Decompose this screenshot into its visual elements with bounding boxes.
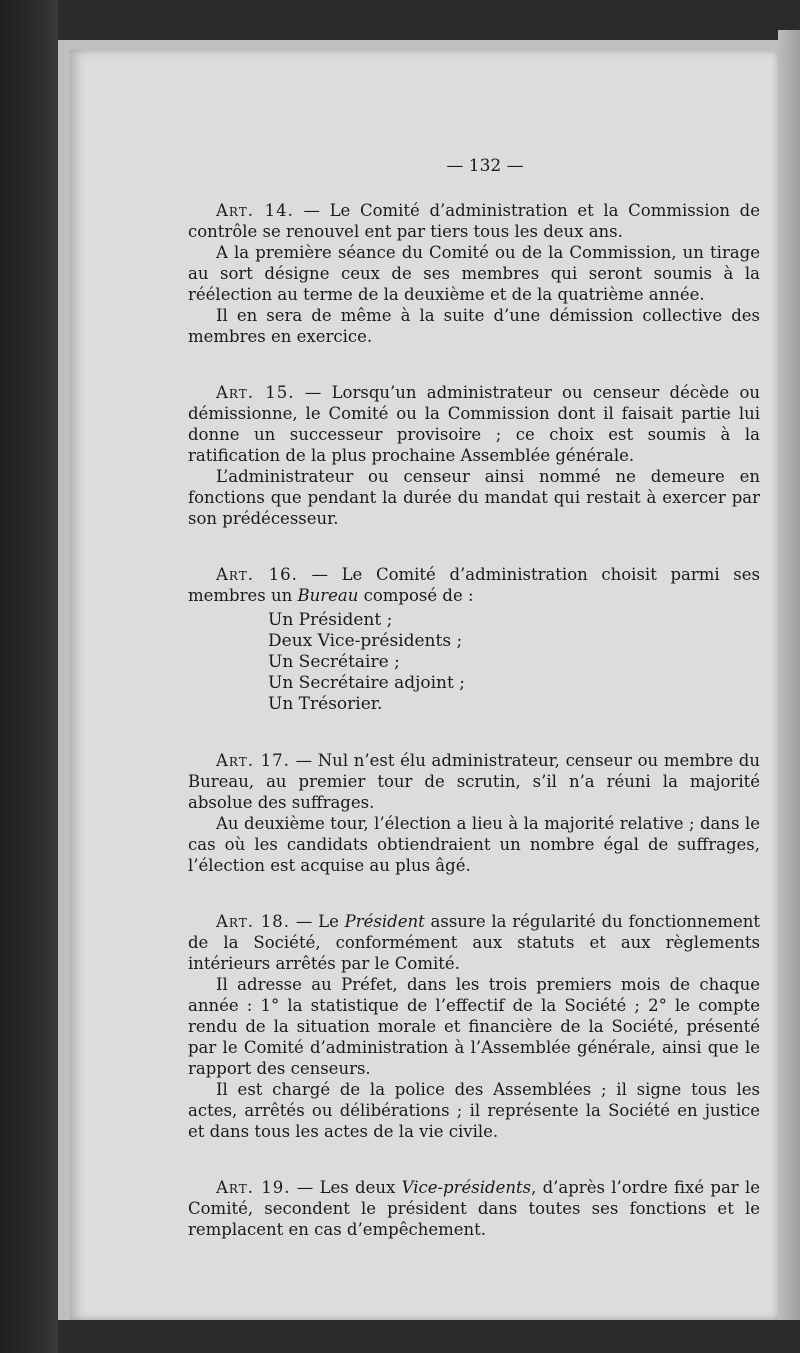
article-15 [188, 382, 760, 529]
article-text: composé de : [358, 586, 474, 605]
article-text: — Le [290, 912, 345, 931]
article-16 [188, 564, 760, 715]
article-label: Art. 15. [216, 383, 295, 402]
article-17-para-2: Au deuxième tour, l’élection a lieu à la majorité relative ; dans le cas où les candidats obtiendraient un nombre égal de suffrages, l’élection est acquise au plus âgé. [188, 814, 760, 875]
article-18-para-1 [188, 911, 760, 974]
article-label: Art. 18. [216, 912, 291, 931]
article-text: — Nul n’est élu administrateur, censeur ou membre du Bureau, au premier tour de scrutin, s’il n’a réuni la majorité absolue des suffrages. [188, 751, 760, 812]
article-label: Art. 17. [216, 751, 290, 770]
article-text: — Le Comité d’administration choisit parmi ses membres un [188, 565, 760, 605]
book-left-edge [0, 0, 58, 1353]
president-term: Président [344, 912, 425, 931]
article-label: Art. 16. [216, 565, 298, 584]
list-item: Un Secrétaire ; [268, 652, 400, 672]
spacer [188, 876, 760, 911]
spacer [188, 1142, 760, 1177]
article-14 [188, 200, 760, 347]
page-number: — 132 — [446, 156, 524, 176]
article-text: — Les deux [290, 1178, 402, 1197]
spacer [188, 529, 760, 564]
article-18 [188, 911, 760, 1142]
article-17 [188, 750, 760, 876]
article-17-para-1 [188, 750, 760, 813]
article-15-para-2: L’administrateur ou censeur ainsi nommé ne demeure en fonctions que pendant la durée du mandat qui restait à exercer par son prédécesseur. [188, 467, 760, 528]
page-content [188, 200, 760, 1240]
list-item: Un Président ; [268, 610, 393, 630]
bureau-members-list [268, 610, 760, 715]
article-text: — Le Comité d’administration et la Commission de contrôle se renouvel ent par tiers tous les deux ans. [188, 201, 760, 241]
list-item: Un Secrétaire adjoint ; [268, 673, 465, 693]
bureau-term: Bureau [297, 586, 359, 605]
spacer [188, 715, 760, 750]
vice-presidents-term: Vice-présidents [401, 1178, 532, 1197]
article-14-para-2: A la première séance du Comité ou de la Commission, un tirage au sort désigne ceux de ses membres qui seront soumis à la réélection au terme de la deuxième et de la quatrième année. [188, 243, 760, 304]
article-text: assure la régularité du fonctionnement de la Société, conformément aux statuts et aux règlements intérieurs arrêtés par le Comité. [188, 912, 760, 973]
article-19-para-1 [188, 1177, 760, 1240]
spacer [188, 347, 760, 382]
article-16-para-1 [188, 564, 760, 606]
article-19 [188, 1177, 760, 1240]
article-14-para-3: Il en sera de même à la suite d’une démission collective des membres en exercice. [188, 306, 760, 346]
list-item: Deux Vice-présidents ; [268, 631, 463, 651]
page-right-edge [778, 30, 800, 1320]
article-18-para-2: Il adresse au Préfet, dans les trois premiers mois de chaque année : 1° la statistique de l’effectif de la Société ; 2° le compte rendu de la situation morale et financière de la Société, présenté par le Comité d’administration à l’Assemblée générale, ainsi que le rapport des censeurs. [188, 975, 760, 1078]
article-18-para-3: Il est chargé de la police des Assemblées ; il signe tous les actes, arrêtés ou délibérations ; il représente la Société en justice et dans tous les actes de la vie civile. [188, 1080, 760, 1141]
article-label: Art. 19. [216, 1178, 291, 1197]
article-text: , d’après l’ordre fixé par le Comité, secondent le président dans toutes ses fonctions et le remplacent en cas d’empêchement. [188, 1178, 760, 1239]
list-item: Un Trésorier. [268, 694, 383, 714]
article-15-para-1 [188, 382, 760, 466]
article-text: — Lorsqu’un administrateur ou censeur décède ou démissionne, le Comité ou la Commission dont il faisait partie lui donne un successeur provisoire ; ce choix est soumis à la ratification de la plus prochaine Assemblée générale. [188, 383, 760, 465]
article-14-para-1 [188, 200, 760, 242]
article-label: Art. 14. [216, 201, 294, 220]
